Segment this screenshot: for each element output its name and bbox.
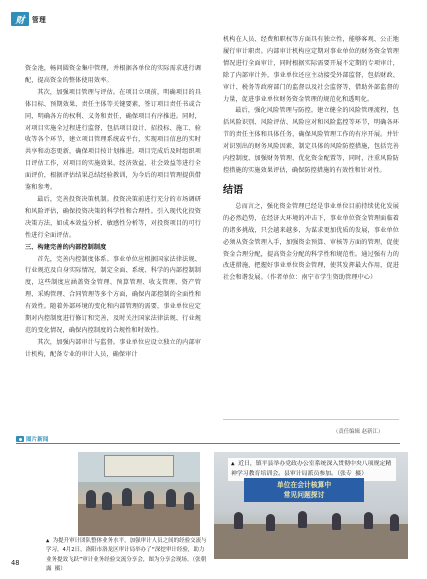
conclusion-title: 结语 [223,184,244,196]
left-photo-caption: ▲ 为提升审计团队整体业务水平，加强审计人员之间的经验交流与学习，4月2日，洛阳市洛龙区审计局举办了“深挖审计经验，助力业务提效飞跃”审计业务经验交流分享会，图为分享会现场。（张朝露 摄） [46,538,207,573]
divider [223,419,399,420]
body-paragraph: 其次，加强内部审计与监督。事业单位应设立独立的内部审计机构，配备专业的审计人员，确保审计 [25,338,201,358]
right-photo-caption: ▲ 近日，镇平县举办党政办公室系统深入贯彻中央八项规定精神学习教育培训会。县审计局派员参加。（张专 摄） [228,458,396,481]
page-header [11,12,46,26]
editor-note: （责任编辑 赵新江） [333,429,384,435]
body-paragraph: 机构在人员、经费和职权等方面具有独立性，能够客观、公正地履行审计职责。内部审计机构应定期对事业单位的财务资金管理情况进行全面审计，同时根据实际需要开展不定期的专项审计，除了内部审计外，事业单位还应主动接受外部监督，包括财政、审计、税务等政府部门的监督以及社会监督等，借助外部监督的力量，促进事业单位财务资金管理的规范化和透明化。 [223,36,399,103]
meeting-photo-right [214,452,408,559]
body-paragraph: 最后，完善投资决策机制。投资决策前进行充分的市场调研和风险评估，确保投资决策的科学性和合理性。引入现代化投资决策方法，如成本效益分析、敏感性分析等，对投资项目的可行性进行全面评估。 [25,195,201,239]
conclusion-paragraph: 总而言之，强化资金管理已经是事业单位目前持续优化发展的必然趋势，在经济大环境的冲击下，事业单位资金管理面临着的诸多挑战，只会越来越多，为谋求更加优质的发展，事业单位必须从资金管理入手，加强资金预算、审核等方面的管理，促使资金合理分配，提高资金分配的科学性和规范性。通过强有力的改进措施，把握好事业单位资金管理，使其发挥最大作用，促进社会和谐发展。（作者单位：南宁市学生资助管理中心） [223,202,399,282]
body-paragraph: 首先，完善内控制度体系。事业单位应根据国家法律法规、行业规范及自身实际情况，制定全面、系统、科学的内部控制制度，这些制度应涵盖资金管理、预算管理、收支管理、资产管理、采购管理、合同管理等多个方面，确保内部控制的全面性和有效性。随着外部环境的变化和内部管理的需要，事业单位应定期对内控制度进行修订和完善，及时关注国家法律法规、行业规范的变化情况，确保内控制度的合规性和时效性。 [25,255,201,334]
body-paragraph: 资金池，畅问圆资金集中管理，并根据各单位的实际需求进行调配，提高资金的整体使用效率。 [25,65,201,84]
section-tag: 管理 [32,16,47,24]
right-column-body [223,34,399,177]
section-subheading: 三、构建完善的内部控制制度 [25,243,107,251]
left-column [25,63,201,361]
right-column [223,34,399,284]
meeting-photo-left [78,452,200,536]
photo-news-bar [16,436,400,444]
photo-news-tag: 图片新闻 [26,437,49,443]
camera-icon [16,436,24,442]
body-paragraph: 最后，强化风险管理与防控。建立健全的风险管理流程，包括风险识别、风险评估、风险应对和风险监控等环节，明确各环节的责任主体和具体任务，确保风险管理工作的有序开展。并针对识别出的财务风险因素，制定具体的风险防控措施，包括完善内控制度、加强财务管理、优化资金配置等，同时，注重风险防控措施的实施效果评估，确保防控措施的有效性和针对性。 [223,107,399,174]
magazine-logo: 财 [11,12,29,26]
stage-banner: 单位在会计核算中 常见问题探讨 [244,478,364,502]
page-number: 48 [11,559,20,567]
body-paragraph: 其次，加强项目管理与评估。在项目立项前，明确项目的具体目标、预期效果、责任主体等关键要素，签订项目责任书或合同，明确各方的权利、义务和责任，确保项目有序推进。同时，对项目实施全过程进行监督，包括项目设计、招投标、施工、验收等各个环节，建立项目管理系统或平台，实现项目信息的实时共享和动态更新，确保项目按计划推进。项目完成后及时组织项目评估工作，对项目的实施效果、经济效益、社会效益等进行全面评价，根据评估结果总结经验教训，为今后的项目管理提供借鉴和参考。 [25,88,201,192]
